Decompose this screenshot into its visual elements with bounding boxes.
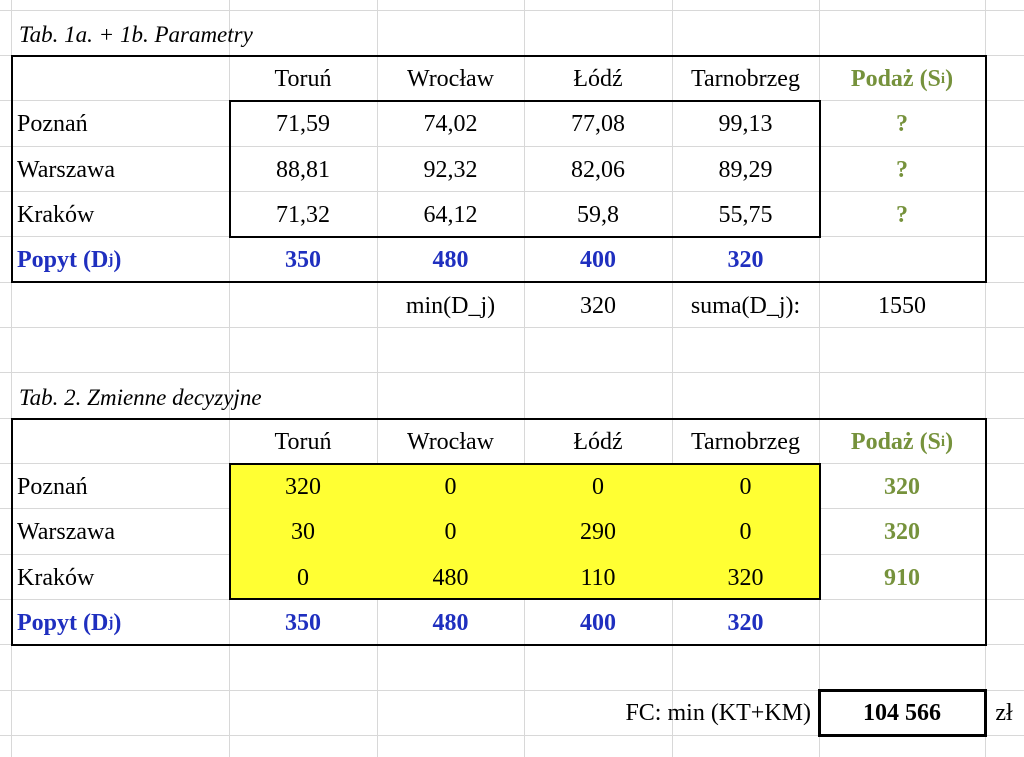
min-demand-label[interactable]: min(D_j) <box>405 293 496 319</box>
table2-row-label[interactable]: Warszawa <box>17 519 116 545</box>
objective-unit: zł <box>995 700 1013 726</box>
table1-demand-cell[interactable]: 480 <box>432 247 469 273</box>
table1-demand-cell[interactable]: 400 <box>580 247 616 273</box>
table1-cost-matrix-border <box>229 100 821 238</box>
table2-demand-cell[interactable]: 350 <box>285 610 321 636</box>
grid-line <box>0 372 1024 373</box>
grid-line <box>0 10 1024 11</box>
table2-row-label[interactable]: Poznań <box>17 474 88 500</box>
table1-cost-cell[interactable]: 89,29 <box>718 157 773 183</box>
objective-label[interactable]: FC: min (KT+KM) <box>625 700 811 726</box>
table2-col-header[interactable]: Wrocław <box>407 429 494 455</box>
table1-cost-cell[interactable]: 82,06 <box>571 157 625 183</box>
table1-cost-cell[interactable]: 55,75 <box>718 202 773 228</box>
table1-supply-cell[interactable]: ? <box>896 202 908 228</box>
table2-variable-cell[interactable]: 0 <box>297 565 309 591</box>
table2-variable-cell[interactable]: 0 <box>739 519 752 545</box>
table2-col-header[interactable]: Tarnobrzeg <box>691 429 800 455</box>
demand-label-close: ) <box>113 610 122 636</box>
table2-supply-cell[interactable]: 910 <box>884 565 920 591</box>
supply-header-text: Podaż (S <box>850 429 941 455</box>
sum-demand-value[interactable]: 1550 <box>878 293 926 319</box>
table2-demand-cell[interactable]: 480 <box>432 610 469 636</box>
table2-variable-cell[interactable]: 0 <box>592 474 604 500</box>
table2-variable-cell[interactable]: 480 <box>432 565 469 591</box>
supply-header-text: Podaż (S <box>850 66 941 92</box>
table2-supply-cell[interactable]: 320 <box>884 519 920 545</box>
table2-variable-cell[interactable]: 30 <box>291 519 315 545</box>
table2-variable-cell[interactable]: 320 <box>285 474 321 500</box>
table1-demand-cell[interactable]: 350 <box>285 247 321 273</box>
supply-header-sub: i <box>940 71 946 87</box>
supply-header-close: ) <box>945 429 954 455</box>
objective-value-border <box>818 689 987 737</box>
table1-row-label[interactable]: Kraków <box>17 202 95 228</box>
table1-row-label[interactable]: Warszawa <box>17 157 116 183</box>
supply-header-sub: i <box>940 434 946 450</box>
min-demand-value[interactable]: 320 <box>580 293 616 319</box>
objective-value[interactable]: 104 566 <box>863 700 941 726</box>
table2-variable-cell[interactable]: 0 <box>739 474 752 500</box>
sum-demand-label[interactable]: suma(D_j): <box>690 293 801 319</box>
table1-cost-cell[interactable]: 71,32 <box>276 202 330 228</box>
table1-demand-cell[interactable]: 320 <box>727 247 764 273</box>
table1-title: Tab. 1a. + 1b. Parametry <box>19 22 253 47</box>
table1-cost-cell[interactable]: 77,08 <box>571 111 625 137</box>
table2-supply-cell[interactable]: 320 <box>884 474 920 500</box>
table2-variables-border <box>229 463 821 600</box>
table1-col-header[interactable]: Tarnobrzeg <box>691 66 800 92</box>
table1-cost-cell[interactable]: 74,02 <box>423 111 478 137</box>
table2-variable-cell[interactable]: 290 <box>580 519 616 545</box>
table1-col-header[interactable]: Łódź <box>573 66 623 92</box>
demand-label-text: Popyt (D <box>17 610 109 636</box>
table2-title: Tab. 2. Zmienne decyzyjne <box>19 385 262 410</box>
table2-demand-cell[interactable]: 400 <box>580 610 616 636</box>
table1-cost-cell[interactable]: 64,12 <box>423 202 478 228</box>
table1-col-header[interactable]: Toruń <box>274 66 332 92</box>
demand-label-close: ) <box>113 247 122 273</box>
table1-cost-cell[interactable]: 71,59 <box>276 111 330 137</box>
table1-cost-cell[interactable]: 92,32 <box>423 157 478 183</box>
table2-variable-cell[interactable]: 0 <box>444 519 457 545</box>
table2-demand-cell[interactable]: 320 <box>727 610 764 636</box>
table1-row-label[interactable]: Poznań <box>17 111 88 137</box>
table1-supply-cell[interactable]: ? <box>896 111 908 137</box>
table1-cost-cell[interactable]: 88,81 <box>276 157 330 183</box>
table2-col-header[interactable]: Łódź <box>573 429 623 455</box>
table1-supply-cell[interactable]: ? <box>896 157 908 183</box>
table2-variable-cell[interactable]: 110 <box>580 565 616 591</box>
table1-cost-cell[interactable]: 59,8 <box>577 202 619 228</box>
demand-label-sub: j <box>108 252 114 268</box>
table1-cost-cell[interactable]: 99,13 <box>718 111 773 137</box>
table2-variable-cell[interactable]: 0 <box>444 474 457 500</box>
supply-header-close: ) <box>945 66 954 92</box>
table1-col-header[interactable]: Wrocław <box>407 66 494 92</box>
demand-label-text: Popyt (D <box>17 247 109 273</box>
table2-variable-cell[interactable]: 320 <box>727 565 764 591</box>
table2-col-header[interactable]: Toruń <box>274 429 332 455</box>
demand-label-sub: j <box>108 615 114 631</box>
table2-row-label[interactable]: Kraków <box>17 565 95 591</box>
